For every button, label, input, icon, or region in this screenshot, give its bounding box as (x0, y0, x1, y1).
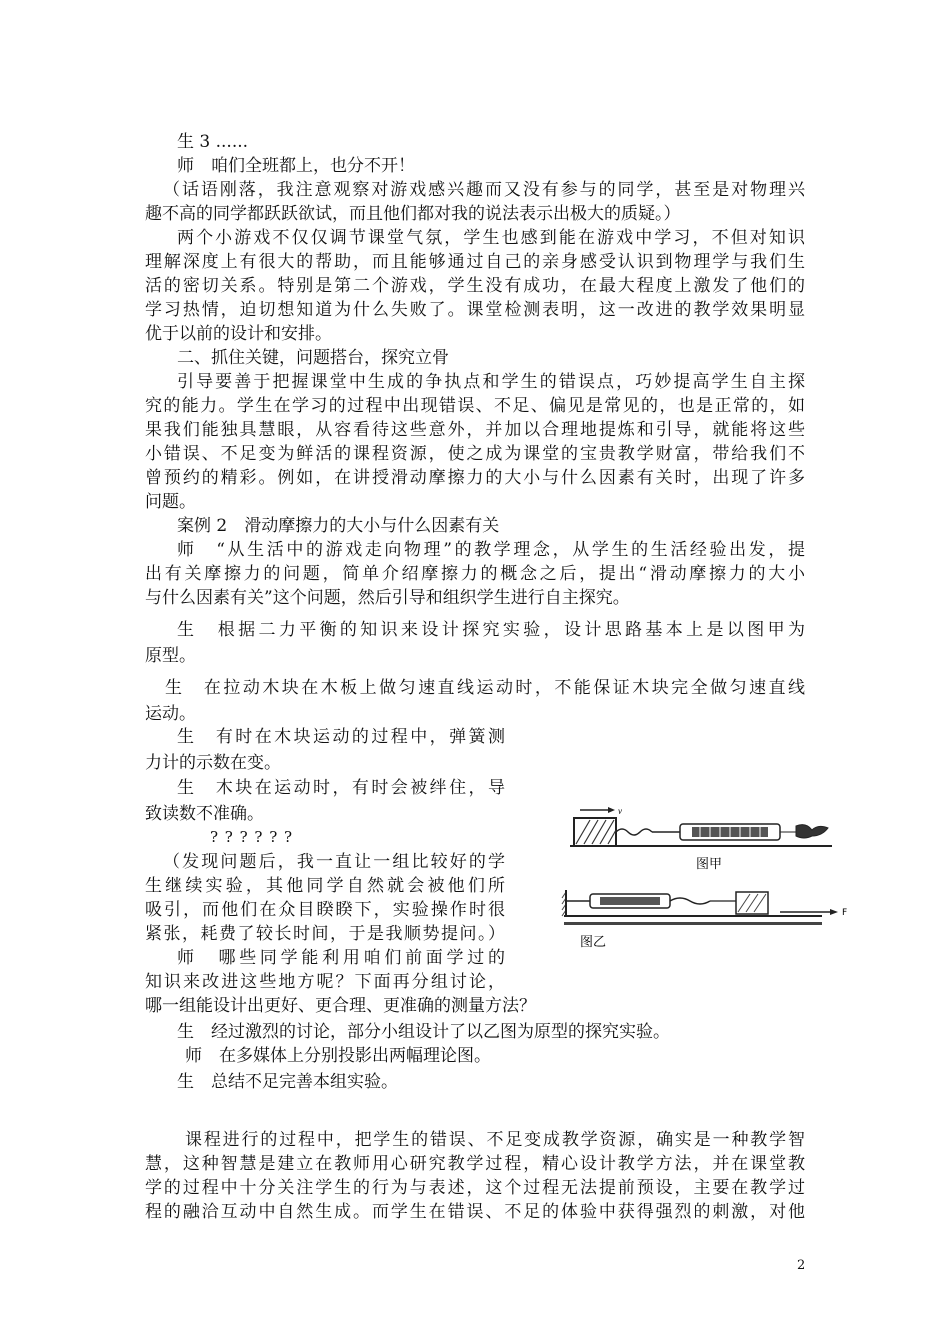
text-line: 学的过程中十分关注学生的行为与表述，这个过程无法提前预设，主要在教学过 (145, 1178, 805, 1198)
text-line: 生 在拉动木块在木板上做匀速直线运动时，不能保证木块完全做匀速直线 (165, 678, 805, 698)
text-line: 吸引，而他们在众目睽睽下，实验操作时很 (145, 900, 505, 920)
text-line: 问题。 (145, 492, 196, 512)
text-line: 学习热情，迫切想知道为什么失败了。课堂检测表明，这一改进的教学效果明显 (145, 300, 805, 320)
text-line: （话语刚落，我注意观察对游戏感兴趣而又没有参与的同学，甚至是对物理兴 (163, 180, 805, 200)
text-line: 与什么因素有关”这个问题，然后引导和组织学生进行自主探究。 (145, 588, 630, 608)
section-heading: 二、抓住关键，问题搭台，探究立骨 (177, 348, 449, 368)
experiment-figure (560, 802, 860, 962)
text-line: 两个小游戏不仅仅调节课堂气氛，学生也感到能在游戏中学习，不但对知识 (177, 228, 805, 248)
text-line: 趣不高的同学都跃跃欲试，而且他们都对我的说法表示出极大的质疑。） (145, 204, 681, 224)
text-line: 生继续实验，其他同学自然就会被他们所 (145, 876, 505, 896)
text-line: 师 “从生活中的游戏走向物理”的教学理念，从学生的生活经验出发，提 (177, 540, 805, 560)
text-line: 课程进行的过程中，把学生的错误、不足变成教学资源，确实是一种教学智 (185, 1130, 805, 1150)
text-line: 原型。 (145, 646, 196, 666)
text-line: 出有关摩擦力的问题，简单介绍摩擦力的概念之后，提出“滑动摩擦力的大小 (145, 564, 805, 584)
text-line: 生 3 ...... (177, 132, 249, 152)
text-line: 曾预约的精彩。例如，在讲授滑动摩擦力的大小与什么因素有关时，出现了许多 (145, 468, 805, 488)
text-line: 生 总结不足完善本组实验。 (177, 1072, 398, 1092)
text-line: 师 在多媒体上分别投影出两幅理论图。 (185, 1046, 491, 1066)
text-line: 慧，这种智慧是建立在教师用心研究教学过程，精心设计教学方法，并在课堂教 (145, 1154, 805, 1174)
text-line: 生 根据二力平衡的知识来设计探究实验，设计思路基本上是以图甲为 (177, 620, 805, 640)
figure-jia (570, 806, 832, 872)
text-line: 师 哪些同学能利用咱们前面学过的 (177, 948, 505, 968)
figure-jia-label: 图甲 (696, 857, 723, 872)
case-heading: 案例 2 滑动摩擦力的大小与什么因素有关 (177, 516, 500, 536)
text-line: 小错误、不足变为鲜活的课程资源，使之成为课堂的宝贵教学财富，带给我们不 (145, 444, 805, 464)
figure-yi (562, 890, 847, 950)
text-line: 力计的示数在变。 (145, 753, 281, 773)
text-line: （发现问题后，我一直让一组比较好的学 (163, 852, 505, 872)
text-line: ? ? ? ? ? ? (210, 828, 294, 846)
text-line: 知识来改进这些地方呢？下面再分组讨论， (145, 972, 505, 992)
text-line: 紧张，耗费了较长时间，于是我顺势提问。） (145, 924, 505, 944)
velocity-label: v (618, 806, 622, 816)
text-line: 哪一组能设计出更好、更合理、更准确的测量方法？ (145, 996, 536, 1016)
text-line: 程的融洽互动中自然生成。而学生在错误、不足的体验中获得强烈的刺激，对他 (145, 1202, 805, 1222)
text-line: 果我们能独具慧眼，从容看待这些意外，并加以合理地提炼和引导，就能将这些 (145, 420, 805, 440)
text-line: 生 木块在运动时，有时会被绊住，导 (177, 778, 505, 798)
figure-yi-label: 图乙 (580, 935, 607, 950)
text-line: 优于以前的设计和安排。 (145, 324, 332, 344)
page-number: 2 (797, 1258, 806, 1273)
text-line: 引导要善于把握课堂中生成的争执点和学生的错误点，巧妙提高学生自主探 (177, 372, 805, 392)
text-line: 活的密切关系。特别是第二个游戏，学生没有成功，在最大程度上激发了他们的 (145, 276, 805, 296)
text-line: 致读数不准确。 (145, 804, 264, 824)
text-line: 师 咱们全班都上，也分不开！ (177, 156, 415, 176)
text-line: 理解深度上有很大的帮助，而且能够通过自己的亲身感受认识到物理学与我们生 (145, 252, 805, 272)
text-line: 生 经过激烈的讨论，部分小组设计了以乙图为原型的探究实验。 (177, 1022, 670, 1042)
text-line: 生 有时在木块运动的过程中，弹簧测 (177, 727, 505, 747)
text-line: 究的能力。学生在学习的过程中出现错误、不足、偏见是常见的，也是正常的，如 (145, 396, 805, 416)
force-label: F (842, 908, 848, 918)
text-line: 运动。 (145, 704, 196, 724)
